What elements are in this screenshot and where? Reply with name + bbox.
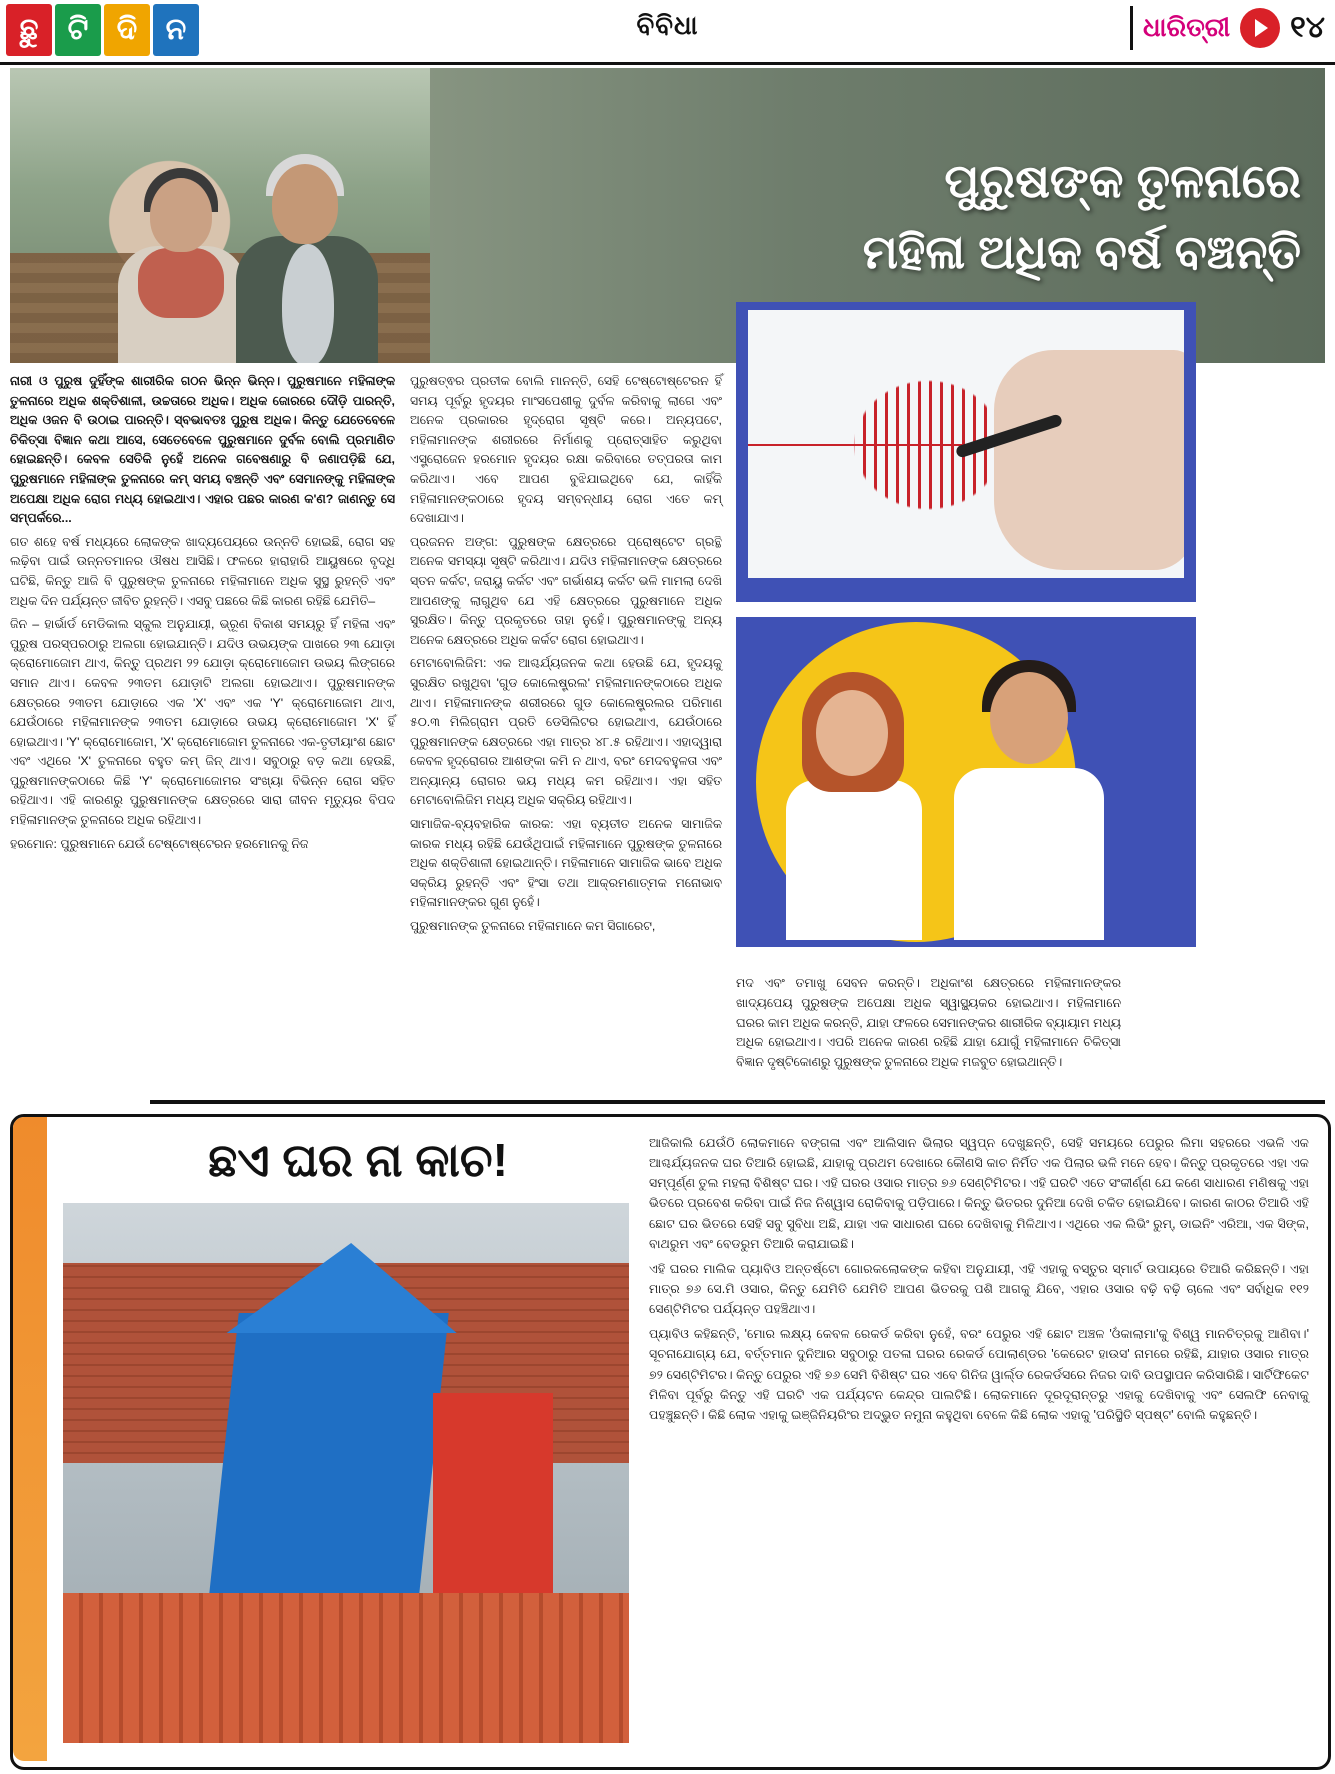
man-shirt	[282, 244, 334, 363]
article-c3-p1: ମଦ ଏବଂ ତମାଖୁ ସେବନ କରନ୍ତି। ଅଧିକାଂଶ କ୍ଷେତ୍ରରେ ମହିଳାମାନଙ୍କର ଖାଦ୍ୟପେୟ ପୁରୁଷଙ୍କ ଅପେକ୍ଷା ଅଧିକ ସ୍ୱାସ୍ଥ୍ୟକର ହୋଇଥାଏ। ମହିଳାମାନେ ଘରର କାମ ଅଧିକ କରନ୍ତି, ଯାହା ଫଳରେ ସେମାନଙ୍କର ଶାରୀରିକ ବ୍ୟାୟାମ ମଧ୍ୟ ଅଧିକ ହୋଇଥାଏ। ଏପରି ଅନେକ କାରଣ ରହିଛି ଯାହା ଯୋଗୁଁ ମହିଳାମାନେ ଚିକିତ୍ସା ବିଜ୍ଞାନ ଦୃଷ୍ଟିକୋଣରୁ ପୁରୁଷଙ୍କ ତୁଳନାରେ ଅଧିକ ମଜବୁତ ହୋଇଥାନ୍ତି।	[736, 976, 1121, 1069]
man-figure-head	[990, 672, 1068, 764]
article-c1-p4: ହରମୋନ: ପୁରୁଷମାନେ ଯେଉଁ ଟେଷ୍ଟୋଷ୍ଟେରନ ହରମୋନକୁ ନିଜ	[10, 836, 309, 851]
roof-tiles-graphic	[63, 1593, 629, 1743]
ecg-image	[748, 310, 1184, 578]
feature-accent-bar	[13, 1117, 47, 1761]
article-c2-p3: ମେଟାବୋଲିଜିମ: ଏକ ଆଶ୍ଚର୍ଯ୍ୟଜନକ କଥା ହେଉଛି ଯେ, ହୃଦୟକୁ ସୁରକ୍ଷିତ ରଖୁଥିବା 'ଗୁଡ କୋଲେଷ୍ଟ୍ରଲ' ମହିଳାମାନଙ୍କଠାରେ ଅଧିକ ଥାଏ। ମହିଳାମାନଙ୍କ ଶରୀରରେ ଗୁଡ କୋଲେଷ୍ଟ୍ରଲର ପରିମାଣ ୫୦.୩ ମିଲିଗ୍ରାମ ପ୍ରତି ଡେସିଲିଟର ହୋଇଥାଏ, ଯେଉଁଠାରେ ପୁରୁଷମାନଙ୍କ କ୍ଷେତ୍ରରେ ଏହା ମାତ୍ର ୪୮.୫ ରହିଥାଏ। ଏହାଦ୍ୱାରା କେବଳ ହୃଦ୍‌ରୋଗର ଆଶଙ୍କା କମି ନ ଥାଏ, ବରଂ ମେଦବହୁଳତା ଏବଂ ଅନ୍ୟାନ୍ୟ ରୋଗର ଭୟ ମଧ୍ୟ କମ ରହିଥାଏ। ଏହା ସହିତ ମେଟାବୋଲିଜିମ ମଧ୍ୟ ଅଧିକ ସକ୍ରିୟ ରହିଥାଏ।	[410, 656, 722, 808]
section-title: ବିବିଧା	[636, 10, 699, 40]
feature-p3: ପ୍ୟାବିଓ କହିଛନ୍ତି, 'ମୋର ଲକ୍ଷ୍ୟ କେବଳ ରେକର୍ଡ କରିବା ନୁହେଁ, ବରଂ ପେରୁର ଏହି ଛୋଟ ଅଞ୍ଚଳ 'ଓଁକାଲାମା'କୁ ବିଶ୍ୱ ମାନଚିତ୍ରକୁ ଆଣିବା।' ସୂଚନାଯୋଗ୍ୟ ଯେ, ବର୍ତ୍ତମାନ ଦୁନିଆର ସବୁଠାରୁ ପତଳା ଘରର ରେକର୍ଡ ପୋଲାଣ୍ଡର 'କେରେଟ ହାଉସ' ନାମରେ ରହିଛି, ଯାହାର ଓସାର ମାତ୍ର ୭୨ ସେଣ୍ଟିମିଟର। କିନ୍ତୁ ପେରୁର ଏହି ୭୬ ସେମି ବିଶିଷ୍ଟ ଘର ଏବେ ଗିନିଜ ୱାର୍ଲ୍ଡ ରେକର୍ଡସରେ ନିଜର ଦାବି ଉପସ୍ଥାପନ କରିସାରିଛି। ସାର୍ଟିଫିକେଟ ମିଳିବା ପୂର୍ବରୁ କିନ୍ତୁ ଏହି ଘରଟି ଏକ ପର୍ଯ୍ୟଟନ କେନ୍ଦ୍ର ପାଲଟିଛି। ଲୋକମାନେ ଦୂରଦୂରାନ୍ତରୁ ଏହାକୁ ଦେଖିବାକୁ ଏବଂ ସେଲଫି ନେବାକୁ ପହଞ୍ଚୁଛନ୍ତି। କିଛି ଲୋକ ଏହାକୁ ଇଞ୍ଜିନିୟରିଂର ଅଦ୍ଭୁତ ନମୁନା କହୁଥିବା ବେଳେ କିଛି ଲୋକ ଏହାକୁ 'ପରିସ୍ଥିତି ସ୍ପଷ୍ଟ' ବୋଲି କହୁଛନ୍ତି।	[649, 1327, 1309, 1422]
hero-title-line-1: ପୁରୁଷଙ୍କ ତୁଳନାରେ	[944, 154, 1301, 207]
article-c2-p4: ସାମାଜିକ-ବ୍ୟବହାରିକ କାରକ: ଏହା ବ୍ୟତୀତ ଅନେକ ସାମାଜିକ କାରକ ମଧ୍ୟ ରହିଛି ଯେଉଁଥିପାଇଁ ମହିଳାମାନେ ପୁରୁଷଙ୍କ ତୁଳନାରେ ଅଧିକ ଶକ୍ତିଶାଳୀ ହୋଇଥାନ୍ତି। ମହିଳାମାନେ ସାମାଜିକ ଭାବେ ଅଧିକ ସକ୍ରିୟ ରୁହନ୍ତି ଏବଂ ହିଂସା ତଥା ଆକ୍ରମଣାତ୍ମକ ମନୋଭାବ ମହିଳାମାନଙ୍କର ଗୁଣ ନୁହେଁ।	[410, 817, 722, 910]
feature-p2: ଏହି ଘରର ମାଲିକ ପ୍ୟାବିଓ ଅନ୍ତର୍ଷ୍ଟୋ ଗୋରକଲୋକଙ୍କ କହିବା ଅନୁଯାୟୀ, ଏହି ଏହାକୁ ବସ୍ତୁର ସ୍ମାର୍ଟ ଉପାୟରେ ତିଆରି କରିଛନ୍ତି। ଏହା ମାତ୍ର ୭୬ ସେ.ମି ଓସାର, କିନ୍ତୁ ଯେମିତି ଯେମିତି ଆପଣ ଭିତରକୁ ପଶି ଆଗକୁ ଯିବେ, ଏହାର ଓସାର ବଢ଼ି ବଢ଼ି ଚାଲେ ଏବଂ ସର୍ବାଧିକ ୧୧୨ ସେଣ୍ଟିମିଟର ପର୍ଯ୍ୟନ୍ତ ପହଞ୍ଚିଥାଏ।	[649, 1261, 1309, 1317]
woman-figure-body	[786, 780, 922, 940]
article-c2-p1: ପୁରୁଷତ୍ଵର ପ୍ରତୀକ ବୋଲି ମାନନ୍ତି, ସେହି ଟେଷ୍ଟୋଷ୍ଟେରନ ହିଁ ସମୟ ପୂର୍ବରୁ ହୃଦୟର ମାଂସପେଶୀକୁ ଦୁର୍ବଳ କରିବାକୁ ଲାଗେ ଏବଂ ଅନେକ ପ୍ରକାରର ହୃଦ୍‌ରୋଗ ସୃଷ୍ଟି କରେ। ଅନ୍ୟପଟେ, ମହିଳାମାନଙ୍କ ଶରୀରରେ ନିର୍ମାଣକୁ ପ୍ରୋତ୍ସାହିତ କରୁଥିବା ଏସ୍ଟ୍ରୋଜେନ ହରମୋନ ହୃଦୟର ରକ୍ଷା କରିବାରେ ତତ୍ପରତା କାମ କରିଥାଏ। ଏବେ ଆପଣ ବୁଝିଯାଇଥିବେ ଯେ, କାହିଁକି ମହିଳାମାନଙ୍କଠାରେ ହୃଦୟ ସମ୍ବନ୍ଧୀୟ ରୋଗ ଏତେ କମ୍ ଦେଖାଯାଏ।	[410, 374, 722, 526]
feature-box	[10, 1114, 1331, 1770]
play-icon[interactable]	[1240, 8, 1280, 48]
article-c2-p2: ପ୍ରଜନନ ଅଙ୍ଗ: ପୁରୁଷଙ୍କ କ୍ଷେତ୍ରରେ ପ୍ରୋଷ୍ଟେଟ ଗ୍ରନ୍ଥି ଅନେକ ସମସ୍ୟା ସୃଷ୍ଟି କରିଥାଏ। ଯଦିଓ ମହିଳାମାନଙ୍କ କ୍ଷେତ୍ରରେ ସ୍ତନ କର୍କଟ, ଜରାୟୁ କର୍କଟ ଏବଂ ଗର୍ଭାଶୟ କର୍କଟ ଭଳି ମାମଲା ଦେଖି ଆପଣଙ୍କୁ ଲାଗୁଥିବ ଯେ ଏହି କ୍ଷେତ୍ରରେ ପୁରୁଷମାନେ ଅଧିକ ସୁରକ୍ଷିତ। କିନ୍ତୁ ପ୍ରକୃତରେ ତାହା ନୁହେଁ। ପୁରୁଷମାନଙ୍କୁ ଅନ୍ୟ ଅନେକ କ୍ଷେତ୍ରରେ ଅଧିକ କର୍କଟ ରୋଗ ହୋଇଥାଏ।	[410, 534, 722, 647]
blue-house-graphic	[207, 1313, 449, 1613]
hand-graphic	[994, 350, 1184, 570]
article-column-2	[410, 372, 722, 941]
section-divider	[150, 1100, 1325, 1104]
hero-photo	[10, 68, 430, 363]
vertical-divider	[1130, 6, 1133, 50]
article-c2-p5: ପୁରୁଷମାନଙ୍କ ତୁଳନାରେ ମହିଳାମାନେ କମ ସିଗାରେଟ,	[410, 919, 656, 934]
logo-letter-3: ଦି	[104, 4, 150, 56]
logo-letter-2: ଟି	[55, 4, 101, 56]
man-figure-body	[954, 768, 1104, 940]
article-lead-paragraph: ନାରୀ ଓ ପୁରୁଷ ଦୁହିଁଙ୍କ ଶାରୀରିକ ଗଠନ ଭିନ୍ନ ଭିନ୍ନ। ପୁରୁଷମାନେ ମହିଳାଙ୍କ ତୁଳନାରେ ଅଧିକ ଶକ୍ତିଶାଳୀ, ଉଚ୍ଚତାରେ ଅଧିକ। ଅଧିକ ଜୋରରେ ଦୌଡ଼ି ପାରନ୍ତି, ଅଧିକ ଓଜନ ବି ଉଠାଇ ପାରନ୍ତି। ସ୍ବଭାବତଃ ପୁରୁଷ ଅଧିକ। କିନ୍ତୁ ଯେତେବେଳେ ଚିକିତ୍ସା ବିଜ୍ଞାନ କଥା ଆସେ, ସେତେବେଳେ ପୁରୁଷମାନେ ଦୁର୍ବଳ ବୋଲି ପ୍ରମାଣିତ ହୋଇଛନ୍ତି। କେବଳ ସେତିକି ନୁହେଁ ଅନେକ ଗବେଷଣାରୁ ବି ଜଣାପଡ଼ିଛି ଯେ, ପୁରୁଷମାନେ ମହିଳାଙ୍କ ତୁଳନାରେ କମ୍ ସମୟ ବଞ୍ଚନ୍ତି ଏବଂ ସେମାନଙ୍କୁ ମହିଳାଙ୍କ ଅପେକ୍ଷା ଅଧିକ ରୋଗ ମଧ୍ୟ ହୋଇଥାଏ। ଏହାର ପଛର କାରଣ କ'ଣ? ଜାଣନ୍ତୁ ସେ ସମ୍ପର୍କରେ...	[10, 374, 395, 526]
article-c1-p2: ଗତ ଶହେ ବର୍ଷ ମଧ୍ୟରେ ଲୋକଙ୍କ ଖାଦ୍ୟପେୟରେ ଉନ୍ନତି ହୋଇଛି, ରୋଗ ସହ ଲଢ଼ିବା ପାଇଁ ଉନ୍ନତମାନର ଔଷଧ ଆସିଛି। ଫଳରେ ହାରାହାରି ଆୟୁଷରେ ବୃଦ୍ଧି ଘଟିଛି, କିନ୍ତୁ ଆଜି ବି ପୁରୁଷଙ୍କ ତୁଳନାରେ ମହିଳାମାନେ ଅଧିକ ସୁସ୍ଥ ରୁହନ୍ତି ଏବଂ ଅଧିକ ଦିନ ପର୍ଯ୍ୟନ୍ତ ଜୀବିତ ରୁହନ୍ତି। ଏସବୁ ପଛରେ କିଛି କାରଣ ରହିଛି ଯେମିତି–	[10, 534, 395, 608]
feature-title: ଛଏ ଘର ନା କାଚ!	[208, 1134, 508, 1186]
masthead-right	[1130, 6, 1325, 50]
hero-title	[541, 146, 1301, 287]
article-body	[10, 372, 1325, 1092]
page-number: ୧୪	[1290, 11, 1325, 44]
feature-photo	[63, 1203, 629, 1743]
hero-title-line-2: ମହିଳା ଅଧିକ ବର୍ଷ ବଞ୍ଚନ୍ତି	[862, 224, 1301, 278]
article-column-1	[10, 372, 395, 858]
logo-letter-1: ଛୁ	[6, 4, 52, 56]
feature-p1: ଆଜିକାଲି ଯେଉଁଠି ଲୋକମାନେ ବଙ୍ଗଳା ଏବଂ ଆଲିସାନ ଭିଲାର ସ୍ୱପ୍ନ ଦେଖୁଛନ୍ତି, ସେହି ସମୟରେ ପେରୁର ଲିମା ସହରରେ ଏଭଳି ଏକ ଆଶ୍ଚର୍ଯ୍ୟଜନକ ଘର ତିଆରି ହୋଇଛି, ଯାହାକୁ ପ୍ରଥମ ଦେଖାରେ କୌଣସି କାଚ ନିର୍ମିତ ଏକ ପିଲାର ଭଳି ମନେ ହେବ। କିନ୍ତୁ ପ୍ରକୃତରେ ଏହା ଏକ ସମ୍ପୂର୍ଣ୍ଣ ତୁଲ ମହଲା ବିଶିଷ୍ଟ ଘର। ଏହି ଘରର ଓସାର ମାତ୍ର ୭୬ ସେଣ୍ଟିମିଟର। ଏହି ଘରଟି ଏତେ ସଂକୀର୍ଣ୍ଣ ଯେ କଣେ ସାଧାରଣ ମଣିଷକୁ ଏହା ଭିତରେ ପ୍ରବେଶ କରିବା ପାଇଁ ନିଜ ନିଶ୍ୱାସ ରୋକିବାକୁ ପଡ଼ିପାରେ। କିନ୍ତୁ ଭିତରର ଦୁନିଆ ଦେଖି ଚକିତ ହୋଇଯିବେ। କାରଣ କାଠର ତିଆରି ଏହି ଛୋଟ ଘର ଭିତରେ ସେହି ସବୁ ସୁବିଧା ଅଛି, ଯାହା ଏକ ସାଧାରଣ ଘରେ ଦେଖିବାକୁ ମିଳିଥାଏ। ଏଥିରେ ଏକ ଲିଭିଂ ରୁମ୍, ଡାଇନିଂ ଏରିଆ, ଏକ ସିଙ୍କ, ବାଥରୁମ ଏବଂ ବେଡରୁମ ତିଆରି କରାଯାଇଛି।	[649, 1136, 1309, 1251]
masthead	[0, 0, 1335, 65]
woman-head	[150, 178, 212, 252]
article-c1-p3: ଜିନ – ହାର୍ଭାର୍ଡ ମେଡିକାଲ ସ୍କୁଲ ଅନୁଯାୟୀ, ଭ୍ରୂଣ ବିକାଶ ସମୟରୁ ହିଁ ମହିଳା ଏବଂ ପୁରୁଷ ପରସ୍ପରଠାରୁ ଅଲଗା ହୋଇଯାନ୍ତି। ଯଦିଓ ଉଭୟଙ୍କ ପାଖରେ ୨୩ ଯୋଡ଼ା କ୍ରୋମୋଜୋମ ଥାଏ, କିନ୍ତୁ ପ୍ରଥମ ୨୨ ଯୋଡ଼ା କ୍ରୋମୋଜୋମ ଉଭୟ ଲିଙ୍ଗରେ ସମାନ ଥାଏ। କେବଳ ୨୩ତମ ଯୋଡ଼ାଟି ଅଲଗା ହୋଇଥାଏ। ପୁରୁଷମାନଙ୍କ କ୍ଷେତ୍ରରେ ୨୩ତମ ଯୋଡ଼ାରେ ଏକ 'X' ଏବଂ ଏକ 'Y' କ୍ରୋମୋଜୋମ ଥାଏ, ଯେଉଁଠାରେ ମହିଳାମାନଙ୍କ ୨୩ତମ ଯୋଡ଼ାରେ ଉଭୟ କ୍ରୋମୋଜୋମ 'X' ହିଁ ହୋଇଥାଏ। 'Y' କ୍ରୋମୋଜୋମ, 'X' କ୍ରୋମୋଜୋମ ତୁଳନାରେ ଏକ-ତୃତୀୟାଂଶ ଛୋଟ ଏବଂ ଏଥିରେ 'X' ତୁଳନାରେ ବହୁତ କମ୍ ଜିନ୍ ଥାଏ। ସବୁଠାରୁ ବଡ଼ କଥା ହେଉଛି, ପୁରୁଷମାନଙ୍କଠାରେ କିଛି 'Y' କ୍ରୋମୋଜୋମର ସଂଖ୍ୟା ବିଭିନ୍ନ ରୋଗ ସହିତ ରହିଥାଏ। ଏହି କାରଣରୁ ପୁରୁଷମାନଙ୍କ କ୍ଷେତ୍ରରେ ସାରା ଜୀବନ ମୃତ୍ୟୁର ବିପଦ ମହିଳାମାନଙ୍କ ତୁଳନାରେ ଅଧିକ ରହିଥାଏ।	[10, 617, 395, 828]
woman-figure-head	[816, 690, 888, 776]
article-column-3	[736, 962, 1121, 1085]
brand-name: ଧାରିତ୍ରୀ	[1142, 12, 1231, 42]
woman-scarf	[138, 248, 224, 318]
logo-letter-4: ନ	[153, 4, 199, 56]
man-head	[272, 164, 338, 244]
feature-text	[649, 1133, 1309, 1430]
